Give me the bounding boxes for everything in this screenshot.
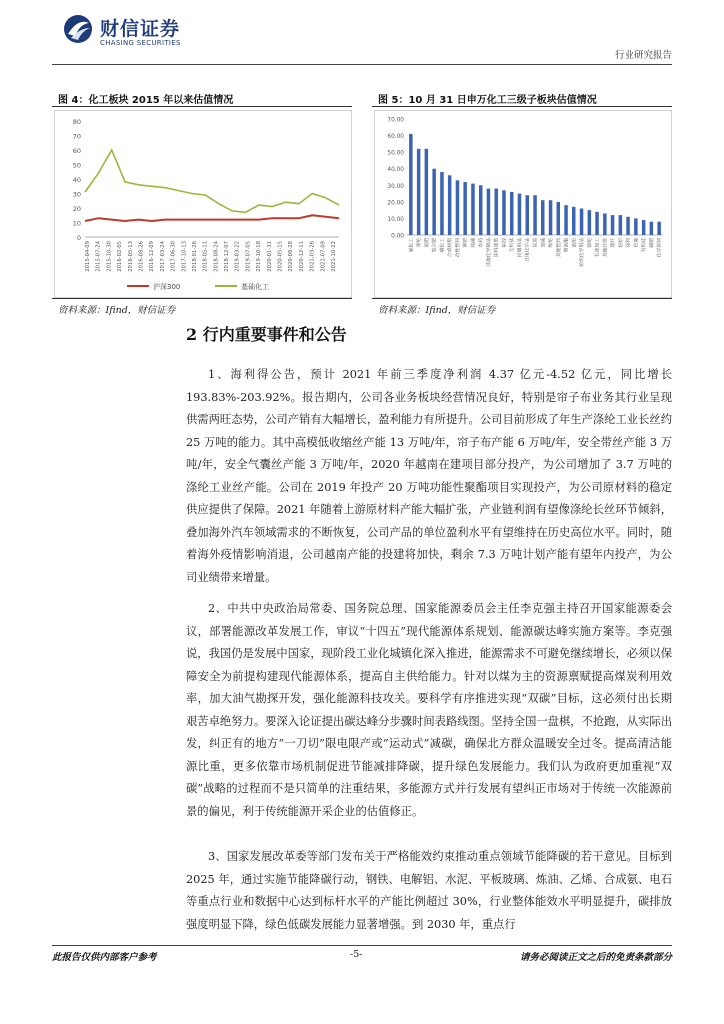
footer-disclaimer: 此报告仅供内部客户参考 xyxy=(52,952,157,963)
x-tick-label: 2017-06-30 xyxy=(170,241,177,272)
bar-5 xyxy=(448,175,452,235)
x-tick-label: 2020-05-15 xyxy=(277,241,284,272)
paragraph-3 xyxy=(186,846,672,936)
y-tick-label: 70.00 xyxy=(387,117,404,124)
bar-6 xyxy=(456,180,460,235)
report-type: 行业研究报告 xyxy=(614,50,672,61)
y-tick-label: 60 xyxy=(72,147,81,155)
y-tick-label: 0 xyxy=(76,234,81,242)
figure5-chart-svg xyxy=(375,111,671,297)
x-tick-label: 2020-01-31 xyxy=(266,241,273,272)
section-title: 2 行内重要事件和公告 xyxy=(186,325,347,344)
x-category-label: 磷肥 xyxy=(649,238,655,248)
series-line-chemical xyxy=(85,150,339,212)
x-category-label: 玻纤 xyxy=(611,238,617,248)
bar-20 xyxy=(564,205,568,235)
bar-18 xyxy=(549,200,553,235)
legend-label: 沪深300 xyxy=(153,283,181,291)
x-category-label: 合成树脂 xyxy=(448,238,454,258)
x-category-label: 其他纤维 xyxy=(603,238,609,258)
paragraph-1 xyxy=(186,364,672,589)
legend-label: 基础化工 xyxy=(241,283,269,291)
figure5-caption: 图 5：10 月 31 日申万化工三级子板块估值情况 xyxy=(378,95,597,106)
x-category-label: 其他化学制品 xyxy=(487,238,492,267)
logo-en-text: CHASING SECURITIES xyxy=(100,39,181,47)
x-category-label: 炭黑 xyxy=(533,238,539,248)
x-tick-label: 2016-02-05 xyxy=(117,241,124,272)
x-category-label: 氯碱 xyxy=(541,238,547,248)
bar-14 xyxy=(518,194,522,235)
figure4-chart xyxy=(54,110,352,298)
bar-21 xyxy=(572,207,576,235)
bar-15 xyxy=(526,195,530,235)
x-tick-label: 2018-12-07 xyxy=(224,241,230,272)
bar-28 xyxy=(626,217,630,235)
bar-7 xyxy=(463,182,467,235)
bar-4 xyxy=(440,172,444,235)
x-tick-label: 2015-10-30 xyxy=(106,241,113,272)
x-category-label: 纯碱 xyxy=(471,238,477,248)
x-category-label: 粘胶 xyxy=(502,238,508,248)
bar-31 xyxy=(650,222,654,235)
x-category-label: 复合肥 xyxy=(432,238,438,253)
y-tick-label: 10 xyxy=(72,219,81,228)
x-tick-label: 2019-10-18 xyxy=(256,241,263,272)
bar-17 xyxy=(541,200,545,235)
y-tick-label: 20.00 xyxy=(387,200,404,207)
x-tick-label: 2021-07-09 xyxy=(320,241,327,272)
series-line-hs300 xyxy=(85,215,339,221)
y-tick-label: 80 xyxy=(72,118,81,126)
x-category-label: 磷化工 xyxy=(440,238,446,253)
x-category-label: 氮肥 xyxy=(424,238,430,248)
bar-24 xyxy=(595,212,599,235)
footer-divider xyxy=(52,945,672,946)
x-tick-label: 2018-01-26 xyxy=(192,241,198,272)
bar-2 xyxy=(425,149,429,235)
x-tick-label: 2020-12-11 xyxy=(298,241,305,272)
bar-1 xyxy=(417,149,421,235)
figure4-caption: 图 4：化工板块 2015 年以来估值情况 xyxy=(58,95,234,106)
y-tick-label: 50 xyxy=(72,161,81,170)
figure5-chart xyxy=(374,110,672,298)
x-tick-label: 2016-12-09 xyxy=(149,241,156,272)
paragraph-2-text: 2、中共中央政治局常委、国务院总理、国家能源委员会主任李克强主持召开国家能源委会议，部署能源改革发展工作，审议“十四五”现代能源体系规划、能源碳达峰实施方案等。李克强说，我国仍是发展中国家，现阶段工业化城镇化深入推进，能源需求不可避免继续增长，必须以保障安全为前提构建现代能源体系，提高自主供给能力。针对以煤为主的资源禀赋提高煤炭利用效率，加大油气勘探开发，强化能源科技攻关。要科学有序推进实现“双碳”目标，这必须付出长期艰苦卓绝努力。要深入论证提出碳达峰分步骤时间表路线图。坚持全国一盘棋，不抢跑，从实际出发，纠正有的地方“一刀切”限电限产或“运动式”减碳，确保北方群众温暖安全过冬。提高清洁能源比重，更多依靠市场机制促进节能减排降碳，提升绿色发展能力。我们认为政府更加重视“双碳”战略的过程而不是只简单的注重结果，多能源方式并行发展有望纠正市场对于传统一次能源前景的偏见，利于传统能源开采企业的估值修正。 xyxy=(186,602,672,818)
bar-3 xyxy=(432,169,436,235)
x-category-label: 化学原料 xyxy=(657,238,663,258)
figure5-source-rule xyxy=(372,298,672,299)
x-tick-label: 2016-05-13 xyxy=(127,241,134,272)
footer-notice: 请务必阅读正文之后的免责条款部分 xyxy=(519,952,672,963)
x-tick-label: 2015-04-09 xyxy=(85,241,91,272)
x-category-label: 民爆 xyxy=(634,238,640,248)
figure4-source-rule xyxy=(52,298,352,299)
bar-19 xyxy=(557,202,561,235)
bar-10 xyxy=(487,189,491,235)
bar-12 xyxy=(502,190,506,235)
bar-11 xyxy=(495,189,499,235)
x-category-label: 轮胎 xyxy=(618,238,624,248)
y-tick-label: 10.00 xyxy=(387,216,404,223)
x-category-label: 聚氨酯 xyxy=(564,238,570,253)
x-category-label: 无机盐 xyxy=(510,238,516,253)
x-category-label: 氟化工 xyxy=(409,238,415,253)
figure5-caption-rule xyxy=(372,106,672,107)
x-category-label: 日用化学品 xyxy=(525,238,531,262)
bar-8 xyxy=(471,184,475,235)
bar-32 xyxy=(657,222,661,235)
figure5-source: 资料来源：Ifind，财信证券 xyxy=(378,305,496,316)
x-category-label: 民爆用品 xyxy=(518,238,523,258)
bar-29 xyxy=(634,218,638,235)
y-tick-label: 70 xyxy=(72,132,81,141)
x-tick-label: 2017-10-13 xyxy=(181,241,188,272)
x-tick-label: 2020-08-28 xyxy=(288,241,295,272)
x-category-label: 锦纶 xyxy=(587,238,593,248)
x-tick-label: 2021-03-26 xyxy=(309,241,316,272)
bar-0 xyxy=(409,134,413,235)
y-tick-label: 0.00 xyxy=(391,233,404,240)
figure4-source: 资料来源：Ifind，财信证券 xyxy=(58,305,176,316)
company-logo-icon xyxy=(62,14,94,44)
figure4-caption-rule xyxy=(52,106,352,107)
bar-25 xyxy=(603,214,607,236)
x-tick-label: 2017-03-24 xyxy=(159,241,166,272)
x-tick-label: 2019-03-22 xyxy=(234,241,241,272)
bar-30 xyxy=(642,220,646,235)
paragraph-3-text: 3、国家发展改革委等部门发布关于严格能效约束推动重点领域节能降碳的若干意见。目标到 2025 年，通过实施节能降碳行动，钢铁、电解铝、水泥、平板玻璃、炼油、乙烯、合成氨、电石等重点行业和数据中心达到标杆水平的产能比例超过 30%，行业整体能效水平明显提升，碳排放强度明显下降，绿色低碳发展能力显著增强。到 2030 年，重点行 xyxy=(186,850,672,931)
x-category-label: 维纶 xyxy=(549,238,554,248)
bar-22 xyxy=(580,209,584,236)
y-tick-label: 50.00 xyxy=(387,150,404,157)
y-tick-label: 20 xyxy=(72,205,81,213)
x-tick-label: 2015-07-24 xyxy=(95,241,102,272)
x-tick-label: 2016-08-26 xyxy=(138,241,145,272)
bar-9 xyxy=(479,185,483,235)
x-tick-label: 2018-08-24 xyxy=(213,241,220,272)
bar-27 xyxy=(619,215,623,235)
logo-cn-text: 财信证券 xyxy=(100,18,181,40)
paragraph-1-text: 1、海利得公告，预计 2021 年前三季度净利润 4.37 亿元-4.52 亿元，同比增长 193.83%-203.92%。报告期内，公司各业务板块经营情况良好，特别是帘子布业务其行业呈现供需两旺态势，公司产销有大幅增长，盈利能力有所提升。公司目前形成了年生产涤纶工业长丝约 25 万吨的能力。其中高模低收缩丝产能 13 万吨/年，帘子布产能 6 万吨/年，安全带丝产能 3 万吨/年，安全气囊丝产能 3 万吨/年，2020 年越南在建项目部分投产，为公司增加了 3.7 万吨的涤纶工业丝产能。公司在 2019 年投产 20 万吨功能性聚酯项目实现投产，为公司原材料的稳定供应提供了保障。2021 年随着上游原材料产能大幅扩张，产业链利润有望像涤纶长丝环节倾斜，叠加海外汽车领域需求的不断恢复，公司产品的单位盈利水平有望维持在历史高位水平。同时，随着海外疫情影响消退，公司越南产能的投建将加快，剩余 7.3 万吨计划产能有望年内投产，为公司业绩带来增量。 xyxy=(186,368,672,584)
x-tick-label: 2018-05-11 xyxy=(202,241,209,272)
x-tick-label: 2021-10-22 xyxy=(331,241,337,272)
figure4-chart-svg xyxy=(55,111,351,297)
y-tick-label: 40 xyxy=(72,176,81,184)
header-divider xyxy=(52,64,672,65)
x-category-label: 改性塑料 xyxy=(455,238,461,258)
x-category-label: 有机硅 xyxy=(642,238,648,253)
y-tick-label: 30 xyxy=(72,190,81,199)
x-category-label: 涂料 xyxy=(626,238,632,248)
x-tick-label: 2019-07-05 xyxy=(245,241,252,272)
x-category-label: 涂料油墨 xyxy=(494,238,500,258)
x-category-label: 其他塑料 xyxy=(556,238,562,258)
x-category-label: 钾肥 xyxy=(463,238,469,248)
page-number: -5- xyxy=(350,949,363,960)
paragraph-2 xyxy=(186,598,672,823)
x-category-label: 涤纶 xyxy=(417,238,423,248)
x-category-label: 石油加工 xyxy=(595,238,601,258)
bar-23 xyxy=(588,210,592,235)
bar-26 xyxy=(611,215,615,235)
x-category-label: 农药 xyxy=(479,238,485,248)
bar-13 xyxy=(510,192,514,235)
x-category-label: 纺织化学用品 xyxy=(580,238,585,267)
y-tick-label: 30.00 xyxy=(387,183,404,190)
y-tick-label: 40.00 xyxy=(387,167,404,174)
x-category-label: 氨纶 xyxy=(572,238,578,248)
bar-16 xyxy=(533,195,537,235)
y-tick-label: 60.00 xyxy=(387,134,404,141)
